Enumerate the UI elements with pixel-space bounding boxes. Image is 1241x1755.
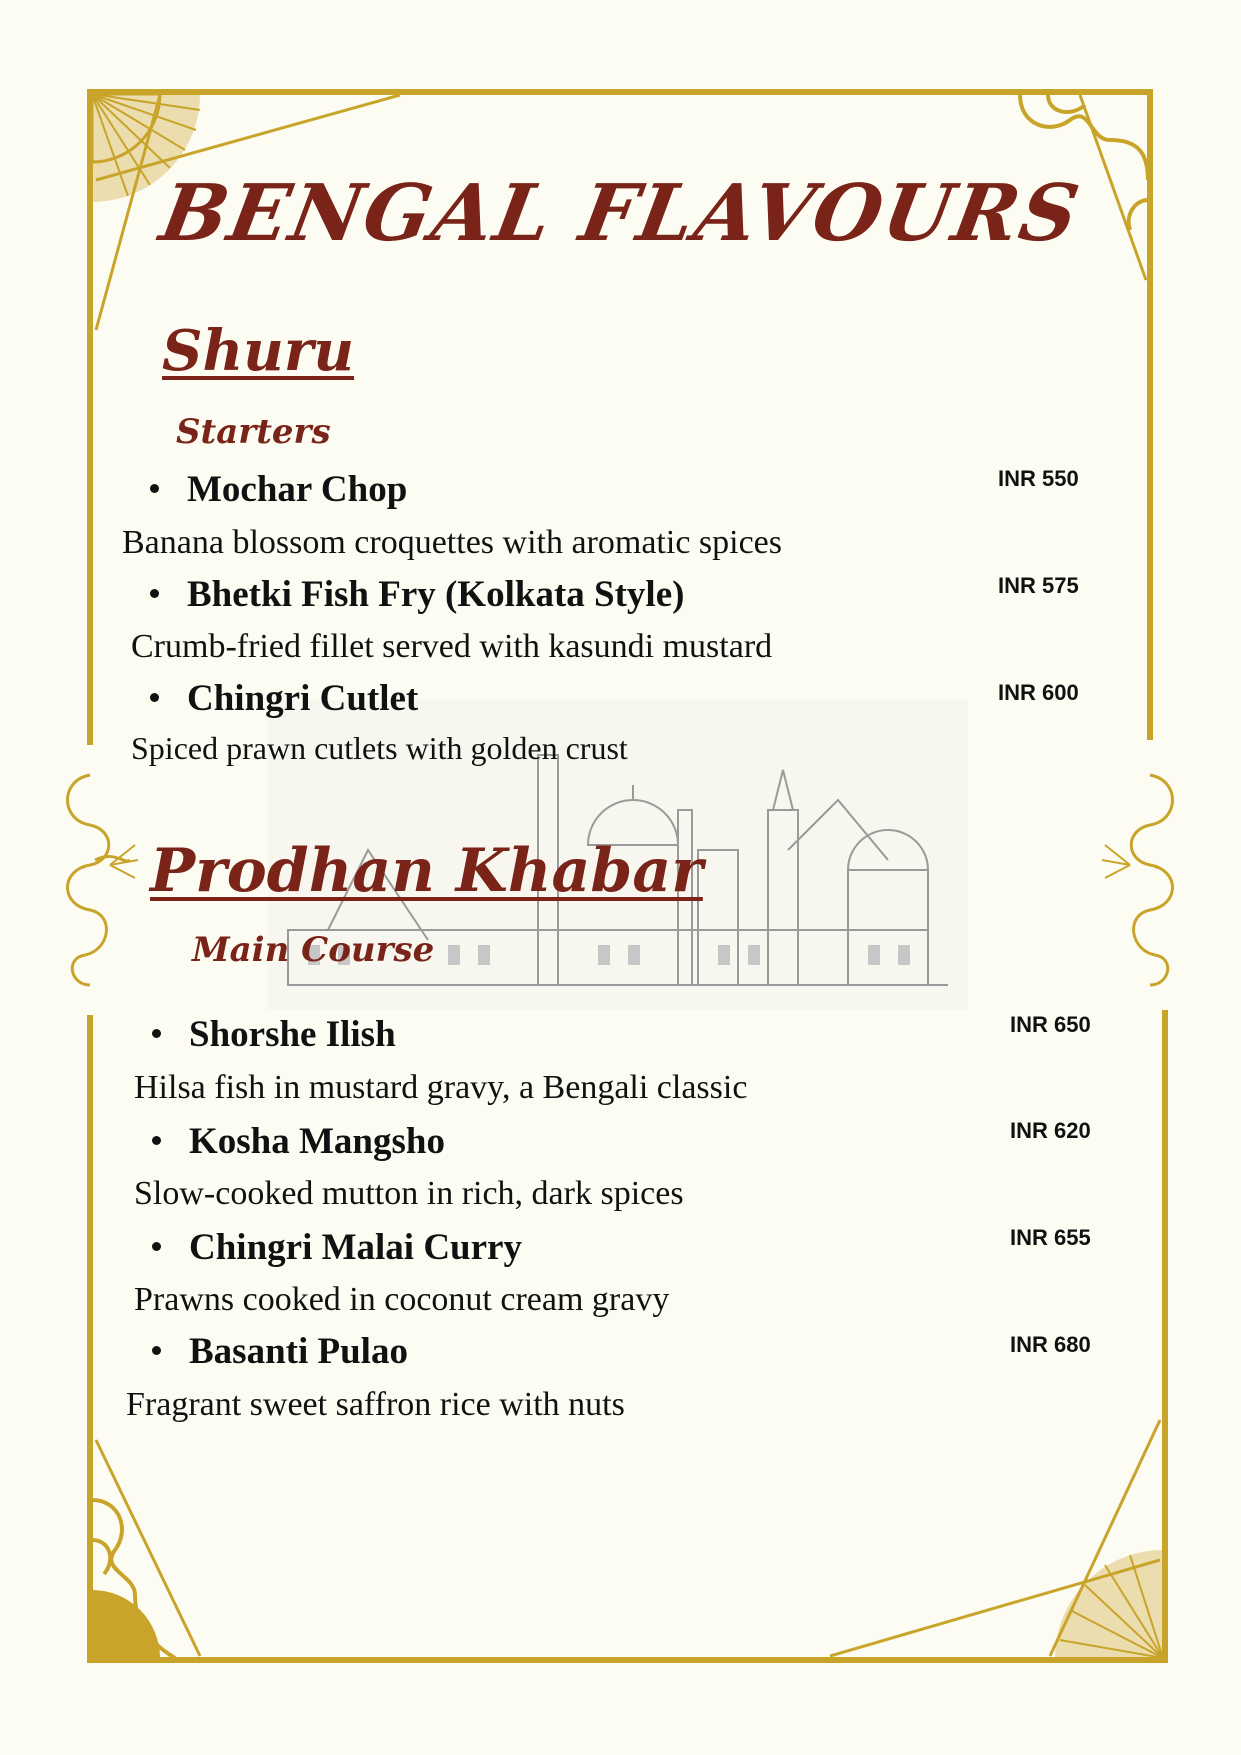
bullet-icon — [150, 589, 159, 598]
menu-item-description: Slow-cooked mutton in rich, dark spices — [134, 1175, 684, 1212]
section-title-shuru: Shuru — [162, 318, 355, 384]
menu-item-description: Crumb-fried fillet served with kasundi mustard — [131, 628, 773, 665]
menu-item-price: INR 575 — [998, 573, 1079, 598]
menu-item-description: Spiced prawn cutlets with golden crust — [131, 730, 628, 766]
menu-item-name: Shorshe Ilish — [152, 1013, 396, 1056]
menu-item-name: Kosha Mangsho — [152, 1120, 445, 1163]
bullet-icon — [152, 1136, 161, 1145]
menu-item-price: INR 600 — [998, 680, 1079, 705]
menu-title: BENGAL FLAVOURS — [153, 168, 1088, 259]
menu-item-name: Mochar Chop — [150, 468, 407, 511]
menu-item-description: Fragrant sweet saffron rice with nuts — [126, 1386, 625, 1423]
section-title-prodhan-khabar: Prodhan Khabar — [150, 836, 703, 906]
menu-item-price: INR 550 — [998, 466, 1079, 491]
bullet-icon — [152, 1029, 161, 1038]
menu-item-description: Prawns cooked in coconut cream gravy — [134, 1281, 670, 1318]
menu-item-name: Chingri Malai Curry — [152, 1226, 522, 1269]
menu-item-name: Basanti Pulao — [152, 1330, 408, 1373]
menu-item-name: Bhetki Fish Fry (Kolkata Style) — [150, 573, 684, 616]
bullet-icon — [152, 1242, 161, 1251]
bullet-icon — [150, 484, 159, 493]
menu-item-price: INR 680 — [1010, 1332, 1091, 1357]
menu-item-price: INR 620 — [1010, 1118, 1091, 1143]
menu-item-price: INR 650 — [1010, 1012, 1091, 1037]
menu-item-description: Banana blossom croquettes with aromatic spices — [122, 524, 782, 561]
section-subtitle-main-course: Main Course — [192, 930, 435, 970]
menu-item-price: INR 655 — [1010, 1225, 1091, 1250]
section-subtitle-starters: Starters — [176, 412, 331, 452]
bullet-icon — [150, 693, 159, 702]
menu-item-description: Hilsa fish in mustard gravy, a Bengali classic — [134, 1069, 748, 1106]
bullet-icon — [152, 1346, 161, 1355]
menu-item-name: Chingri Cutlet — [150, 677, 418, 720]
